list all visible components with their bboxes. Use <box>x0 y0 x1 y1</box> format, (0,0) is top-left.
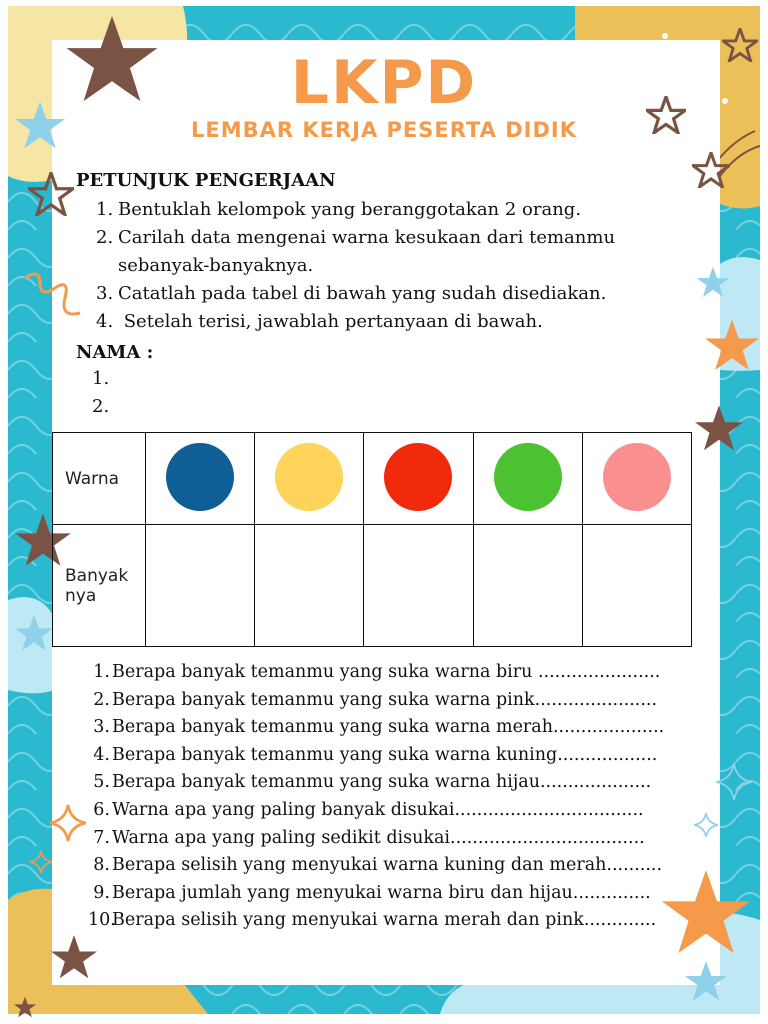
table-row <box>53 525 692 647</box>
star-icon <box>684 960 728 1002</box>
question-number: 1. <box>93 662 110 682</box>
instruction-item <box>96 280 696 308</box>
question-number: 4. <box>93 744 110 765</box>
instruction-item <box>96 308 696 336</box>
instruction-text: sebanyak-banyaknya. <box>118 255 314 276</box>
question-item <box>88 662 698 682</box>
question-number: 7. <box>93 827 110 848</box>
color-tally-table <box>52 432 692 647</box>
green-color-dot <box>494 443 562 511</box>
color-cell <box>146 433 255 525</box>
question-number: 5. <box>93 772 110 793</box>
star-outline-icon <box>28 172 74 216</box>
count-cell-yellow[interactable] <box>255 525 364 647</box>
table-row <box>53 433 692 525</box>
instruction-text: Catatlah pada tabel di bawah yang sudah disediakan. <box>118 283 607 304</box>
question-item <box>88 828 698 848</box>
color-cell <box>255 433 364 525</box>
color-cell <box>364 433 473 525</box>
instruction-number: 3. <box>96 283 114 304</box>
question-item <box>88 690 698 710</box>
question-number: 2. <box>93 689 110 710</box>
name-line-1: 1. <box>92 368 110 389</box>
color-cell <box>473 433 582 525</box>
red-color-dot <box>384 443 452 511</box>
question-text: Warna apa yang paling banyak disukai.................................. <box>112 800 644 820</box>
question-number: 9. <box>93 882 110 903</box>
question-text: Berapa selisih yang menyukai warna kuning dan merah.......... <box>112 855 663 876</box>
question-item <box>88 910 698 930</box>
instruction-item <box>96 252 696 280</box>
instruction-number: 2. <box>96 227 114 248</box>
question-item <box>88 883 698 903</box>
question-text: Berapa banyak temanmu yang suka warna biru ...................... <box>112 662 661 682</box>
sparkle-icon <box>30 850 52 874</box>
question-text: Warna apa yang paling sedikit disukai................................... <box>112 827 645 848</box>
star-icon <box>8 996 42 1018</box>
question-text: Berapa banyak temanmu yang suka warna merah.................... <box>112 717 665 738</box>
question-number: 10. <box>88 910 116 931</box>
question-text: Berapa jumlah yang menyukai warna biru dan hijau.............. <box>112 882 651 903</box>
star-outline-icon <box>692 152 730 188</box>
question-item <box>88 745 698 765</box>
worksheet-subtitle: LEMBAR KERJA PESERTA DIDIK <box>191 118 577 142</box>
blue-color-dot <box>166 443 234 511</box>
question-number: 8. <box>93 855 110 876</box>
question-text: Berapa banyak temanmu yang suka warna hijau.................... <box>112 772 652 793</box>
count-cell-green[interactable] <box>473 525 582 647</box>
star-icon <box>694 404 744 452</box>
question-item <box>88 772 698 792</box>
star-icon <box>50 934 98 980</box>
question-item <box>88 717 698 737</box>
star-icon <box>14 614 54 652</box>
count-cell-red[interactable] <box>364 525 473 647</box>
instructions-heading: PETUNJUK PENGERJAAN <box>76 170 336 191</box>
pink-color-dot <box>603 443 671 511</box>
count-cell-pink[interactable] <box>582 525 691 647</box>
instruction-number: 1. <box>96 199 114 220</box>
count-cell-blue[interactable] <box>146 525 255 647</box>
name-line-2: 2. <box>92 396 110 417</box>
instruction-item <box>96 224 696 252</box>
sparkle-icon <box>50 804 86 842</box>
yellow-color-dot <box>275 443 343 511</box>
star-icon <box>696 266 730 298</box>
row-label-line: Banyak <box>65 565 129 586</box>
color-cell <box>582 433 691 525</box>
question-item <box>88 855 698 875</box>
instruction-item <box>96 196 696 224</box>
question-number: 3. <box>93 717 110 738</box>
names-heading: NAMA : <box>76 342 154 363</box>
instruction-text: Bentuklah kelompok yang beranggotakan 2 orang. <box>118 199 582 220</box>
question-text: Berapa selisih yang menyukai warna merah dan pink............. <box>112 910 657 931</box>
row-label-warna: Warna <box>53 433 146 525</box>
question-text: Berapa banyak temanmu yang suka warna kuning.................. <box>112 744 658 765</box>
sparkle-icon <box>716 762 752 802</box>
instruction-text: Carilah data mengenai warna kesukaan dari temanmu <box>118 227 616 248</box>
question-text: Berapa banyak temanmu yang suka warna pink...................... <box>112 689 658 710</box>
question-item <box>88 800 698 820</box>
row-label-banyaknya <box>53 525 146 647</box>
star-icon <box>704 318 760 372</box>
swirl-icon <box>20 268 90 328</box>
instruction-text: Setelah terisi, jawablah pertanyaan di bawah. <box>118 311 543 332</box>
row-label-line: nya <box>65 585 97 606</box>
question-number: 6. <box>93 800 110 820</box>
worksheet-title: LKPD <box>290 48 478 118</box>
instruction-number: 4. <box>96 311 114 332</box>
